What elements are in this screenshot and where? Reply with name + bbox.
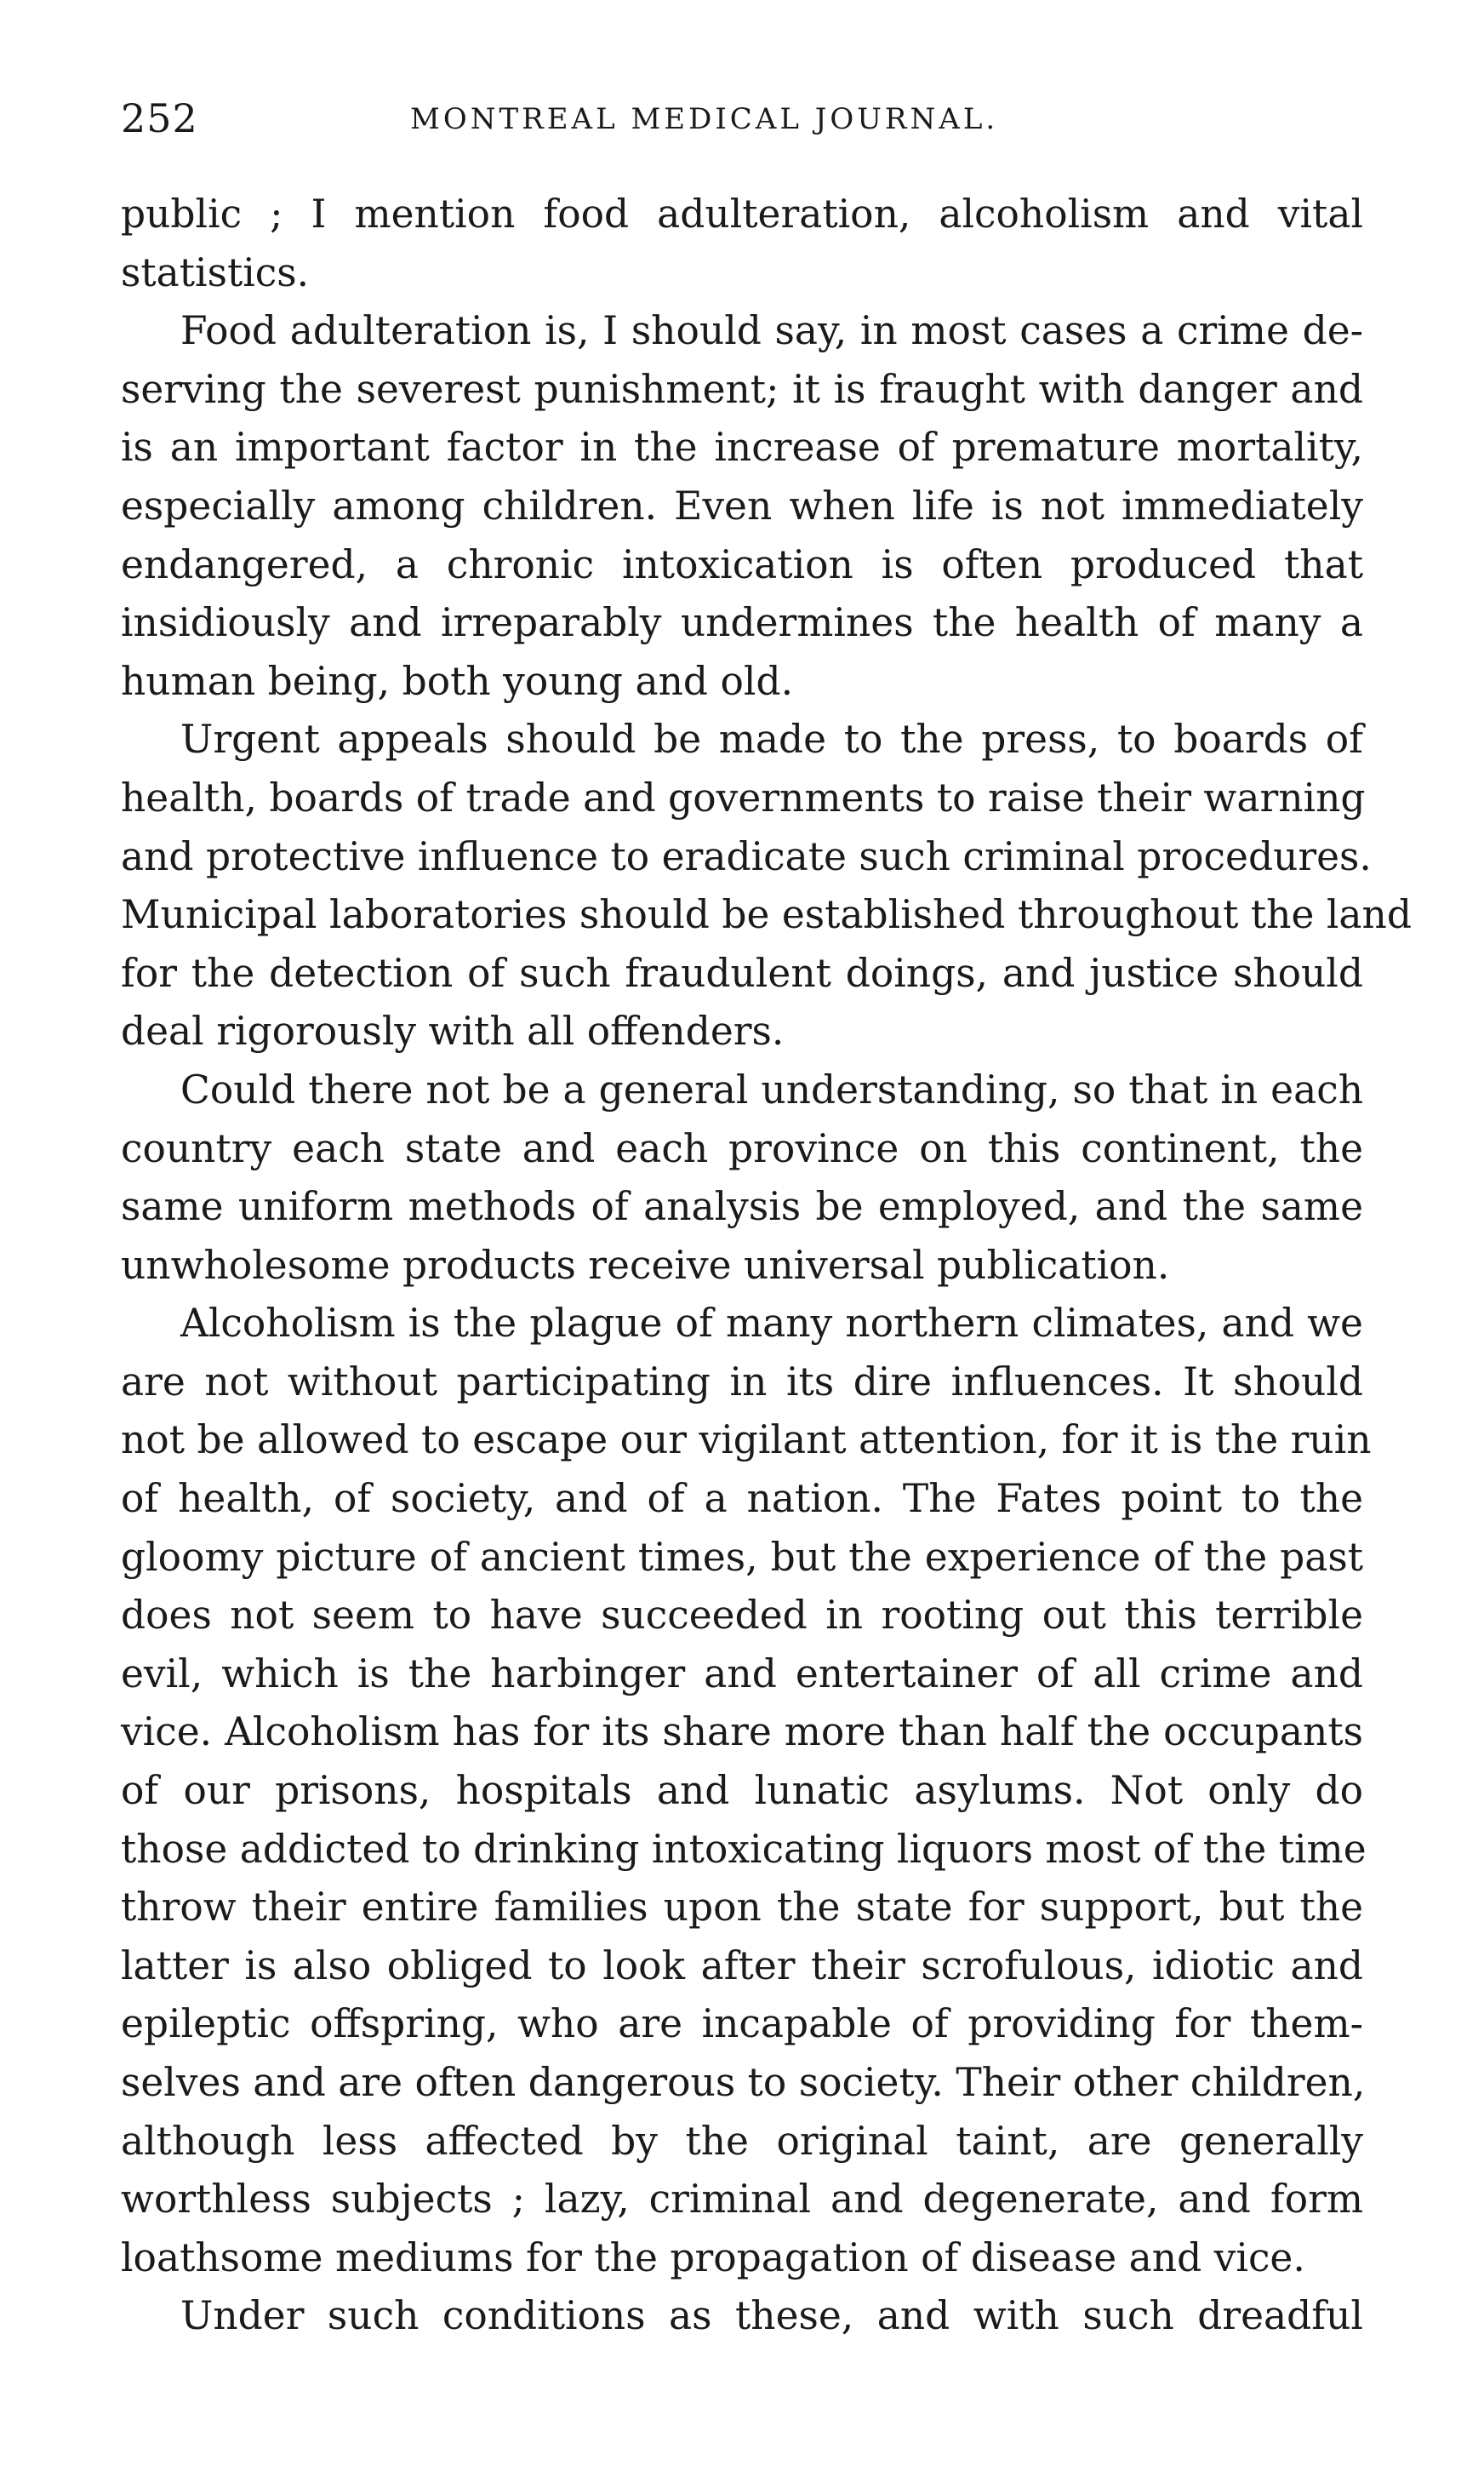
text-line: Alcoholism is the plague of many northern climates, and we xyxy=(180,1301,1363,1347)
text-line: serving the severest punishment; it is fraught with danger and xyxy=(121,366,1363,412)
text-line: country each state and each province on this continent, the xyxy=(121,1125,1363,1171)
text-line: throw their entire families upon the state for support, but the xyxy=(121,1885,1363,1931)
text-line: is an important factor in the increase of premature mortality, xyxy=(121,425,1363,471)
text-line: selves and are often dangerous to society. Their other children, xyxy=(121,2060,1366,2105)
text-line: gloomy picture of ancient times, but the experience of the past xyxy=(121,1534,1363,1580)
text-line: same uniform methods of analysis be employed, and the same xyxy=(121,1184,1363,1230)
text-line: statistics. xyxy=(121,249,310,295)
text-line: those addicted to drinking intoxicating liquors most of the time xyxy=(121,1826,1367,1872)
text-line: unwholesome products receive universal publication. xyxy=(121,1242,1170,1288)
text-line: latter is also obliged to look after their scrofulous, idiotic and xyxy=(121,1942,1363,1988)
text-line: insidiously and irreparably undermines the health of many a xyxy=(121,600,1363,646)
text-line: of health, of society, and of a nation. The Fates point to the xyxy=(121,1476,1363,1522)
running-head xyxy=(121,95,1363,146)
text-line: Could there not be a general understanding, so that in each xyxy=(180,1067,1363,1113)
text-line: Food adulteration is, I should say, in most cases a crime de- xyxy=(180,308,1363,354)
journal-title: MONTREAL MEDICAL JOURNAL. xyxy=(410,102,999,136)
text-line: endangered, a chronic intoxication is often produced that xyxy=(121,541,1363,587)
text-line: does not seem to have succeeded in rooting out this terrible xyxy=(121,1593,1363,1639)
text-line: loathsome mediums for the propagation of disease and vice. xyxy=(121,2234,1305,2280)
text-line: are not without participating in its dire influences. It should xyxy=(121,1359,1363,1404)
text-line: public ; I mention food adulteration, alcoholism and vital xyxy=(121,192,1363,237)
text-line: epileptic offspring, who are incapable of providing for them- xyxy=(121,2001,1363,2047)
text-line: Under such conditions as these, and with such dreadful xyxy=(180,2293,1363,2339)
text-line: not be allowed to escape our vigilant attention, for it is the ruin xyxy=(121,1417,1372,1463)
text-line: human being, both young and old. xyxy=(121,658,794,704)
text-line: evil, which is the harbinger and entertainer of all crime and xyxy=(121,1650,1363,1696)
text-line: of our prisons, hospitals and lunatic asylums. Not only do xyxy=(121,1768,1363,1814)
body-text xyxy=(121,186,1412,2346)
text-line: vice. Alcoholism has for its share more than half the occupants xyxy=(121,1709,1363,1755)
text-line: worthless subjects ; lazy, criminal and degenerate, and form xyxy=(121,2177,1363,2222)
text-line: and protective influence to eradicate such criminal procedures. xyxy=(121,833,1372,879)
text-line: Urgent appeals should be made to the press, to boards of xyxy=(180,717,1363,763)
text-line: although less affected by the original taint, are generally xyxy=(121,2118,1363,2164)
text-line: especially among children. Even when life is not immediately xyxy=(121,483,1363,529)
page-number: 252 xyxy=(121,95,198,141)
text-line: for the detection of such fraudulent doings, and justice should xyxy=(121,950,1363,996)
text-line: health, boards of trade and governments to raise their warning xyxy=(121,775,1366,821)
text-line: deal rigorously with all offenders. xyxy=(121,1009,785,1055)
text-line: Municipal laboratories should be established throughout the land xyxy=(121,892,1412,938)
